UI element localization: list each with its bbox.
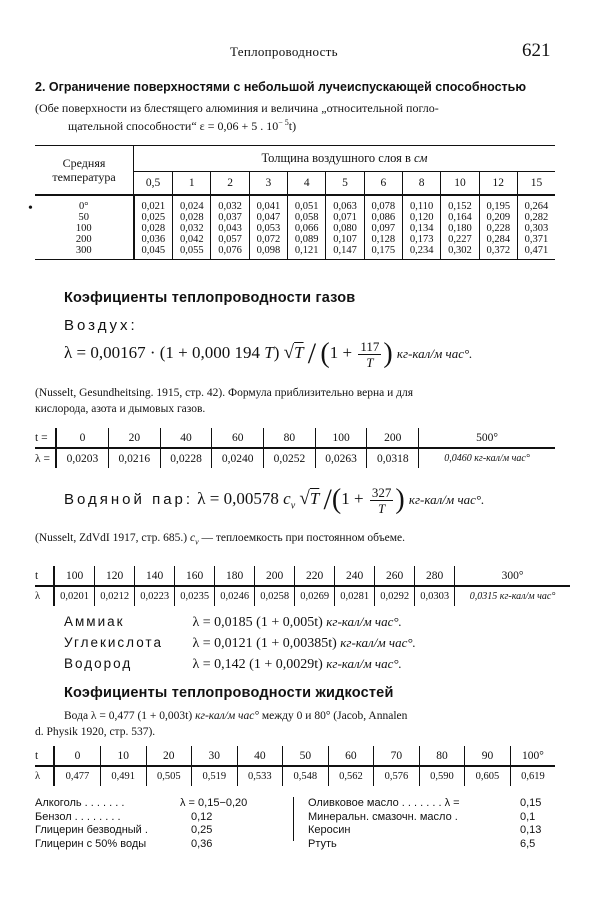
gas-units: кг-кал/м час°.: [326, 614, 402, 629]
table-cell-value: 0,282: [524, 212, 549, 223]
gas-formula: λ = 0,0185 (1 + 0,005t): [192, 615, 323, 630]
steam-note-lead: (Nusselt, ZdVdI 1917, стр. 685.): [35, 532, 188, 544]
table-cell-value: 0,051: [294, 201, 319, 212]
t-value: 280: [415, 566, 455, 586]
steam-note: [35, 530, 405, 550]
table-cell-value: 0,058: [294, 212, 319, 223]
lambda-value: 0,0258: [255, 586, 295, 606]
air-units: кг-кал/м час°.: [396, 345, 473, 361]
t-value: 100°: [510, 746, 555, 766]
paren-open: (: [320, 338, 330, 369]
section-note-tail: t): [288, 119, 297, 133]
value-column: [288, 195, 326, 260]
lambda-value: 0,0281: [335, 586, 375, 606]
lambda-value: 0,0235: [175, 586, 215, 606]
temperature-value: 200: [75, 234, 92, 245]
t-label: t =: [35, 428, 56, 448]
water-units: кг-кал/м час°: [195, 710, 259, 722]
gases-heading: Коэфициенты теплопроводности газов: [64, 290, 356, 306]
t-value: 200: [367, 428, 419, 448]
t-value: 40: [237, 746, 283, 766]
column-header-thickness: 10: [441, 172, 479, 196]
value-column: [479, 195, 517, 260]
temperature-value: 300: [75, 245, 92, 256]
lambda-value: 0,0201: [54, 586, 95, 606]
table-cell-value: 0,078: [371, 201, 396, 212]
paren-close: ): [395, 484, 405, 515]
division-slash: /: [307, 337, 317, 370]
liquid-item: Алкоголь . . . . . . . λ = 0,15−0,20: [35, 797, 248, 809]
column-group-unit: см: [414, 151, 428, 165]
one-plus: 1 +: [329, 342, 353, 362]
division-slash: /: [323, 483, 332, 516]
table-cell-value: 0,057: [218, 234, 242, 245]
t-value: 140: [135, 566, 175, 586]
t-value: 20: [146, 746, 192, 766]
page-number: 621: [522, 40, 551, 61]
fraction-numerator: 117: [360, 338, 380, 354]
column-header-thickness: 6: [364, 172, 402, 196]
t-value: 200: [255, 566, 295, 586]
lambda-label: λ =: [35, 448, 56, 468]
lambda-value: 0,548: [283, 766, 329, 786]
lambda-value: 0,0303: [415, 586, 455, 606]
fraction-numerator: 327: [371, 484, 392, 500]
table-cell-value: 0,045: [141, 245, 166, 256]
table-cell-value: 0,097: [371, 223, 396, 234]
table-cell-value: 0,098: [256, 245, 281, 256]
section-note-text: щательной способности“ ε = 0,06 + 5 . 10: [68, 119, 279, 133]
gas-row-co2: [64, 635, 416, 656]
t-value: 120: [95, 566, 135, 586]
column-group-label: Толщина воздушного слоя в: [261, 151, 411, 165]
steam-c: c: [283, 488, 291, 508]
table-cell-value: 0,121: [294, 245, 319, 256]
column-header-thickness: 5: [326, 172, 364, 196]
table-cell-value: 0,264: [524, 201, 549, 212]
value-column: [134, 195, 173, 260]
air-formula-close: ): [273, 342, 280, 362]
sqrt-T: T: [294, 342, 304, 362]
liquid-item: Керосин 0,13: [308, 824, 542, 836]
lambda-value: 0,491: [100, 766, 146, 786]
lambda-value: 0,0292: [375, 586, 415, 606]
column-header-thickness: 15: [517, 172, 555, 196]
lambda-value: 0,562: [328, 766, 374, 786]
lambda-value: 0,0246: [215, 586, 255, 606]
table-cell-value: 0,036: [141, 234, 166, 245]
table-cell-value: 0,032: [179, 223, 204, 234]
liquid-item: Глицерин безводный . 0,25: [35, 824, 213, 836]
column-header-thickness: 8: [402, 172, 440, 196]
table-cell-value: 0,047: [256, 212, 281, 223]
column-header-thickness: 12: [479, 172, 517, 196]
table-cell-value: 0,120: [409, 212, 434, 223]
liquids-heading: Коэфициенты теплопроводности жидкостей: [64, 685, 394, 701]
column-group-header: [134, 146, 556, 172]
sqrt-T: T: [309, 488, 320, 508]
table-cell-value: 0,302: [448, 245, 472, 256]
steam-subheading: Водяной пар:: [64, 490, 194, 508]
list-divider: [293, 797, 294, 841]
liquid-list-left: [35, 797, 247, 851]
temperature-value: 0°: [79, 201, 89, 212]
lambda-value: 0,0269: [295, 586, 335, 606]
lambda-value: 0,0228: [160, 448, 212, 468]
t-value: 240: [335, 566, 375, 586]
table-cell-value: 0,164: [448, 212, 472, 223]
steam-note-c-sub: v: [195, 537, 199, 547]
gas-formula: λ = 0,142 (1 + 0,0029t): [192, 657, 323, 672]
table-cell-value: 0,086: [371, 212, 396, 223]
t-value: 50: [283, 746, 329, 766]
t-value: 220: [295, 566, 335, 586]
table-cell-value: 0,089: [294, 234, 319, 245]
lambda-value: 0,619: [521, 771, 545, 782]
fraction-denominator: T: [377, 500, 386, 516]
table-cell-value: 0,025: [141, 212, 166, 223]
table-cell-value: 0,024: [179, 201, 204, 212]
t-value: 10: [100, 746, 146, 766]
value-column: [517, 195, 555, 260]
gas-units: кг-кал/м час°.: [326, 656, 402, 671]
paren-open: (: [331, 484, 342, 515]
liquid-item: Минеральн. смазочн. масло . 0,1: [308, 810, 536, 823]
table-cell-value: 0,175: [371, 245, 396, 256]
table-cell-value: 0,076: [218, 245, 242, 256]
t-value: 80: [419, 746, 465, 766]
gas-name: Углекислота: [64, 635, 163, 650]
table-cell-value: 0,134: [409, 223, 434, 234]
lambda-value: 0,590: [419, 766, 465, 786]
paren-close: ): [383, 338, 393, 369]
column-header-thickness: 0,5: [134, 172, 173, 196]
liquid-item: Ртуть 6,5: [308, 837, 536, 850]
value-column: [402, 195, 440, 260]
column-header-thickness: 2: [211, 172, 249, 196]
sqrt-symbol: √: [299, 487, 310, 509]
table-cell-value: 0,107: [333, 234, 357, 245]
table-cell-value: 0,066: [294, 223, 319, 234]
table-cell-value: 0,071: [333, 212, 357, 223]
table-cell-value: 0,471: [524, 245, 549, 256]
value-column: [211, 195, 249, 260]
water-conductivity-table: [35, 746, 555, 786]
table-cell-value: 0,043: [218, 223, 242, 234]
water-line2: d. Physik 1920, стр. 537).: [35, 726, 156, 738]
table-cell-value: 0,234: [409, 245, 434, 256]
t-value: 500°: [419, 428, 555, 448]
table-cell-value: 0,128: [371, 234, 396, 245]
lambda-label: λ: [35, 766, 54, 786]
gas-formula: λ = 0,0121 (1 + 0,00385t): [192, 636, 337, 651]
column-header-thickness: 4: [288, 172, 326, 196]
one-plus: 1 +: [341, 488, 364, 508]
table-cell-value: 0,195: [486, 201, 511, 212]
lambda-value: 0,605: [465, 766, 511, 786]
lambda-value: 0,0212: [95, 586, 135, 606]
sqrt-symbol: √: [283, 341, 295, 363]
running-header-title: Теплопроводность: [230, 44, 338, 59]
value-column: [249, 195, 287, 260]
air-fraction: [358, 339, 381, 370]
gas-name: Аммиак: [64, 614, 125, 629]
air-layer-conductivity-table: [35, 145, 555, 260]
liquid-list-right: [308, 797, 541, 851]
table-cell-value: 0,303: [524, 223, 549, 234]
table-cell-value: 0,042: [179, 234, 204, 245]
t-value: 60: [212, 428, 264, 448]
steam-note-c: c: [189, 532, 196, 544]
water-source: между 0 и 80° (Jacob, Annalen: [261, 710, 408, 722]
lambda-value: 0,505: [146, 766, 192, 786]
value-column: [441, 195, 479, 260]
column-header-thickness: 1: [173, 172, 211, 196]
table-cell-value: 0,028: [141, 223, 166, 234]
fraction-denominator: T: [366, 354, 374, 370]
lambda-label: λ: [35, 586, 54, 606]
section-note-line1: (Обе поверхности из блестящего алюминия и величина „относительной погло-: [35, 101, 439, 115]
table-cell-value: 0,372: [486, 245, 511, 256]
air-formula-lead: λ = 0,00167 · (1 + 0,000 194: [64, 342, 260, 362]
value-column: [364, 195, 402, 260]
section-title: 2. Ограничение поверхностями с небольшой лучеиспускающей способностью: [35, 80, 527, 94]
temperature-column: [35, 195, 134, 260]
liquid-item: Бензол . . . . . . . . 0,12: [35, 810, 213, 823]
air-note-line1: (Nusselt, Gesundheitsing. 1915, стр. 42). Формула приблизительно верна и для: [35, 387, 413, 399]
table-cell-value: 0,209: [486, 212, 511, 223]
section-note-exponent: − 5: [278, 118, 289, 127]
air-formula-T: T: [264, 342, 274, 362]
steam-formula-lead: λ = 0,00578: [197, 488, 279, 508]
t-value: 100: [54, 566, 95, 586]
t-label: t: [35, 746, 54, 766]
air-subheading: Воздух:: [64, 317, 138, 334]
table-cell-value: 0,227: [448, 234, 472, 245]
lambda-value: 0,519: [192, 766, 238, 786]
temperature-value: 50: [78, 212, 89, 223]
table-cell-value: 0,032: [218, 201, 242, 212]
table-cell-value: 0,228: [486, 223, 511, 234]
table-cell-value: 0,063: [333, 201, 357, 212]
lambda-value: 0,477: [54, 766, 100, 786]
t-value: 30: [192, 746, 238, 766]
t-value: 300°: [455, 566, 570, 586]
liquid-item: Оливковое масло . . . . . . . λ = 0,15: [308, 797, 542, 809]
simple-gas-formulas: [64, 614, 416, 677]
table-cell-value: 0,152: [448, 201, 472, 212]
table-cell-value: 0,173: [409, 234, 434, 245]
table-cell-value: 0,080: [333, 223, 357, 234]
lambda-value: 0,0460 кг-кал/м час°: [444, 453, 530, 464]
margin-dot: •: [28, 201, 33, 216]
row-header-temperature: Средняя температура: [35, 146, 134, 196]
air-formula: [64, 337, 472, 371]
table-cell-value: 0,028: [179, 212, 204, 223]
water-line1: [64, 708, 407, 724]
table-cell-value: 0,021: [141, 201, 166, 212]
air-conductivity-table: [35, 428, 555, 468]
table-cell-value: 0,053: [256, 223, 281, 234]
value-column: [173, 195, 211, 260]
steam-conductivity-table: [35, 566, 570, 606]
t-value: 0: [54, 746, 100, 766]
gas-row-hydrogen: [64, 656, 416, 677]
t-value: 20: [108, 428, 160, 448]
steam-c-sub: v: [290, 500, 296, 512]
t-value: 100: [315, 428, 367, 448]
table-cell-value: 0,371: [524, 234, 549, 245]
air-note-line2: кислорода, азота и дымовых газов.: [35, 403, 206, 415]
t-value: 60: [328, 746, 374, 766]
section-note-line2: [68, 118, 296, 134]
t-value: 160: [175, 566, 215, 586]
t-value: 180: [215, 566, 255, 586]
water-formula: Вода λ = 0,477 (1 + 0,003t): [64, 710, 193, 722]
steam-formula: [64, 483, 484, 517]
gas-row-ammonia: [64, 614, 416, 635]
lambda-value: 0,0252: [264, 448, 316, 468]
lambda-value: 0,576: [374, 766, 420, 786]
lambda-value: 0,0263: [315, 448, 367, 468]
gas-units: кг-кал/м час°.: [340, 635, 416, 650]
table-cell-value: 0,055: [179, 245, 204, 256]
liquid-item: Глицерин с 50% воды 0,36: [35, 837, 213, 850]
steam-fraction: [370, 485, 394, 516]
table-cell-value: 0,147: [333, 245, 357, 256]
table-cell-value: 0,110: [410, 201, 434, 212]
lambda-value: 0,0216: [108, 448, 160, 468]
steam-units: кг-кал/м час°.: [408, 491, 485, 507]
t-label: t: [35, 566, 54, 586]
lambda-value: 0,0203: [56, 448, 108, 468]
value-column: [326, 195, 364, 260]
column-header-thickness: 3: [249, 172, 287, 196]
t-value: 80: [264, 428, 316, 448]
table-cell-value: 0,037: [218, 212, 242, 223]
lambda-value: 0,0315 кг-кал/м час°: [469, 591, 556, 602]
t-value: 70: [374, 746, 420, 766]
t-value: 40: [160, 428, 212, 448]
lambda-value: 0,0223: [135, 586, 175, 606]
lambda-value: 0,0240: [212, 448, 264, 468]
table-cell-value: 0,072: [256, 234, 281, 245]
lambda-value: 0,533: [237, 766, 283, 786]
t-value: 90: [465, 746, 511, 766]
steam-note-tail: — теплоемкость при постоянном объеме.: [201, 532, 406, 544]
lambda-value: 0,0318: [367, 448, 419, 468]
table-cell-value: 0,041: [256, 201, 281, 212]
t-value: 0: [56, 428, 108, 448]
temperature-value: 100: [75, 223, 92, 234]
gas-name: Водород: [64, 656, 133, 671]
t-value: 260: [375, 566, 415, 586]
table-cell-value: 0,284: [486, 234, 511, 245]
table-cell-value: 0,180: [448, 223, 472, 234]
